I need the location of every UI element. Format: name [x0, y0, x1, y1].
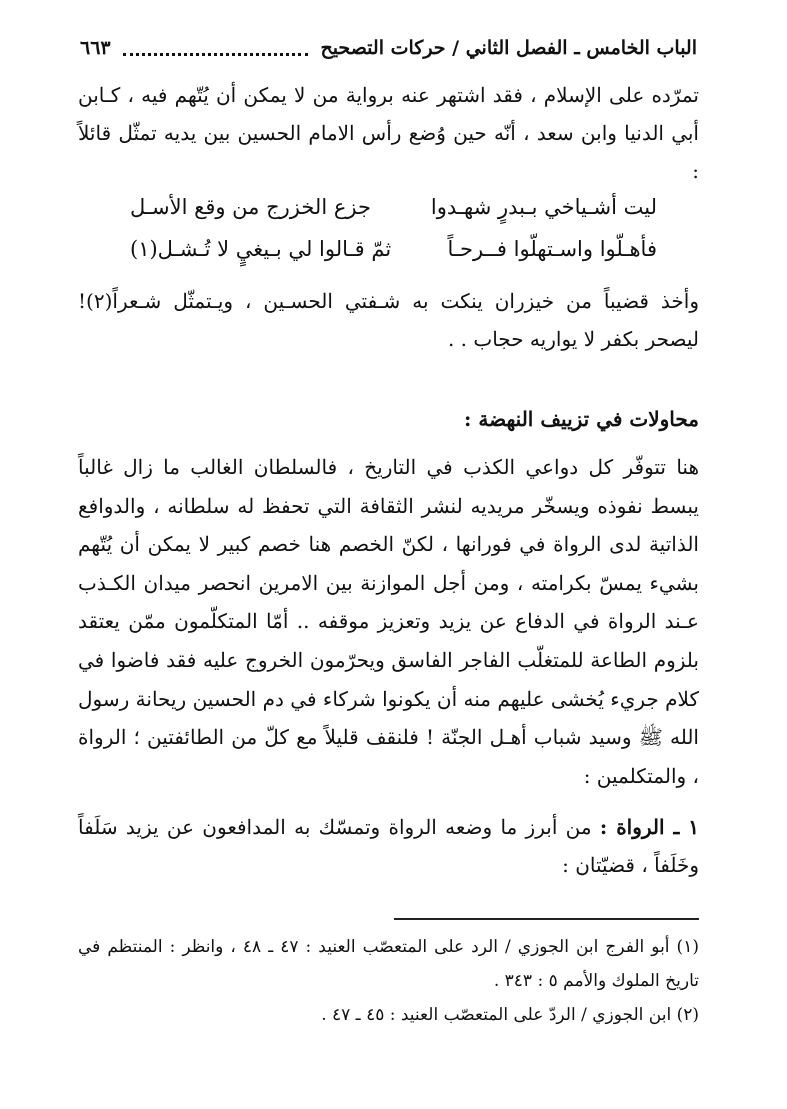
paragraph-4-text: من أبرز ما وضعه الرواة وتمسّك به المدافعون عن يزيد سَلَفاً وخَلَفاً ، قضيّتان :	[78, 815, 699, 877]
paragraph-4	[78, 808, 699, 884]
paragraph-4-lead: ١ ـ الرواة :	[599, 815, 700, 839]
poem-line-1-second-hemistich: جزع الخزرج من وقع الأسـل	[130, 195, 371, 219]
footnotes	[78, 930, 699, 1032]
section-heading: محاولات في تزييف النهضة :	[464, 407, 699, 431]
paragraph-3: هنا تتوفّر كل دواعي الكذب في التاريخ ، فالسلطان الغالب ما زال غالباً يبسط نفوذه ويسخّر مريديه لنشر الثقافة التي تحفظ له سلطانه ، والدوافع الذاتية لدى الرواة في فورانها ، لكنّ الخصم هنا خصم كبير لا يمكن أن يُتّهم بشيء يمسّ بكرامته ، ومن أجل الموازنة بين الامرين انحصر ميدان الكـذب عـند الرواة في الدفاع عن يزيد وتعزيز موقفه .. أمّا المتكلّمون ممّن يعتقد بلزوم الطاعة للمتغلّب الفاجر الفاسق ويحرّمون الخروج عليه فقد فاضوا في كلام جريء يُخشى عليهم منه أن يكونوا شركاء في دم الحسين ريحانة رسول الله ﷺ وسيد شباب أهـل الجنّة ! فلنقف قليلاً مع كلّ من الطائفتين ؛ الرواة ، والمتكلمين :	[78, 455, 699, 788]
poem-line-1-first-hemistich: ليت أشـياخي بـبدرٍ شهـدوا	[430, 195, 657, 219]
poem-block	[130, 186, 657, 270]
footnote-divider	[394, 918, 699, 920]
paragraph-1: تمرّده على الإسلام ، فقد اشتهر عنه برواية من لا يمكن أن يُتّهم فيه ، كـابن أبي الدنيا وابن سعد ، أنّه حين وُضع رأس الامام الحسين بين يديه تمثّل قائلاً :	[78, 83, 700, 183]
poem-line-2-second-hemistich: ثمّ قـالوا لي بـيغيٍ لا تُـشـل(١)	[130, 237, 392, 261]
poem-line-1	[130, 186, 657, 228]
page-number: ٦٦٣	[80, 37, 111, 59]
running-header	[80, 28, 697, 68]
poem-line-2	[130, 228, 657, 270]
header-title: الباب الخامس ـ الفصل الثاني / حركات التصحيح	[320, 37, 697, 59]
footnote-1: (١) أبو الفرج ابن الجوزي / الرد على المتعصّب العنيد : ٤٧ ـ ٤٨ ، وانظر : المنتظم في تاريخ الملوك والأمم ٥ : ٣٤٣ .	[78, 937, 699, 991]
footnote-2: (٢) ابن الجوزي / الردّ على المتعصّب العنيد : ٤٥ ـ ٤٧ .	[321, 1005, 699, 1025]
paragraph-2: وأخذ قضيباً من خيزران ينكت به شـفتي الحسـين ، ويـتمثّل شـعراً(٢)! ليصحر بكفر لا يواريه حجاب . .	[78, 289, 699, 351]
poem-line-2-first-hemistich: فأهـلّوا واسـتهلّوا فــرحـاً	[447, 237, 657, 261]
header-dot-leader	[123, 53, 309, 56]
